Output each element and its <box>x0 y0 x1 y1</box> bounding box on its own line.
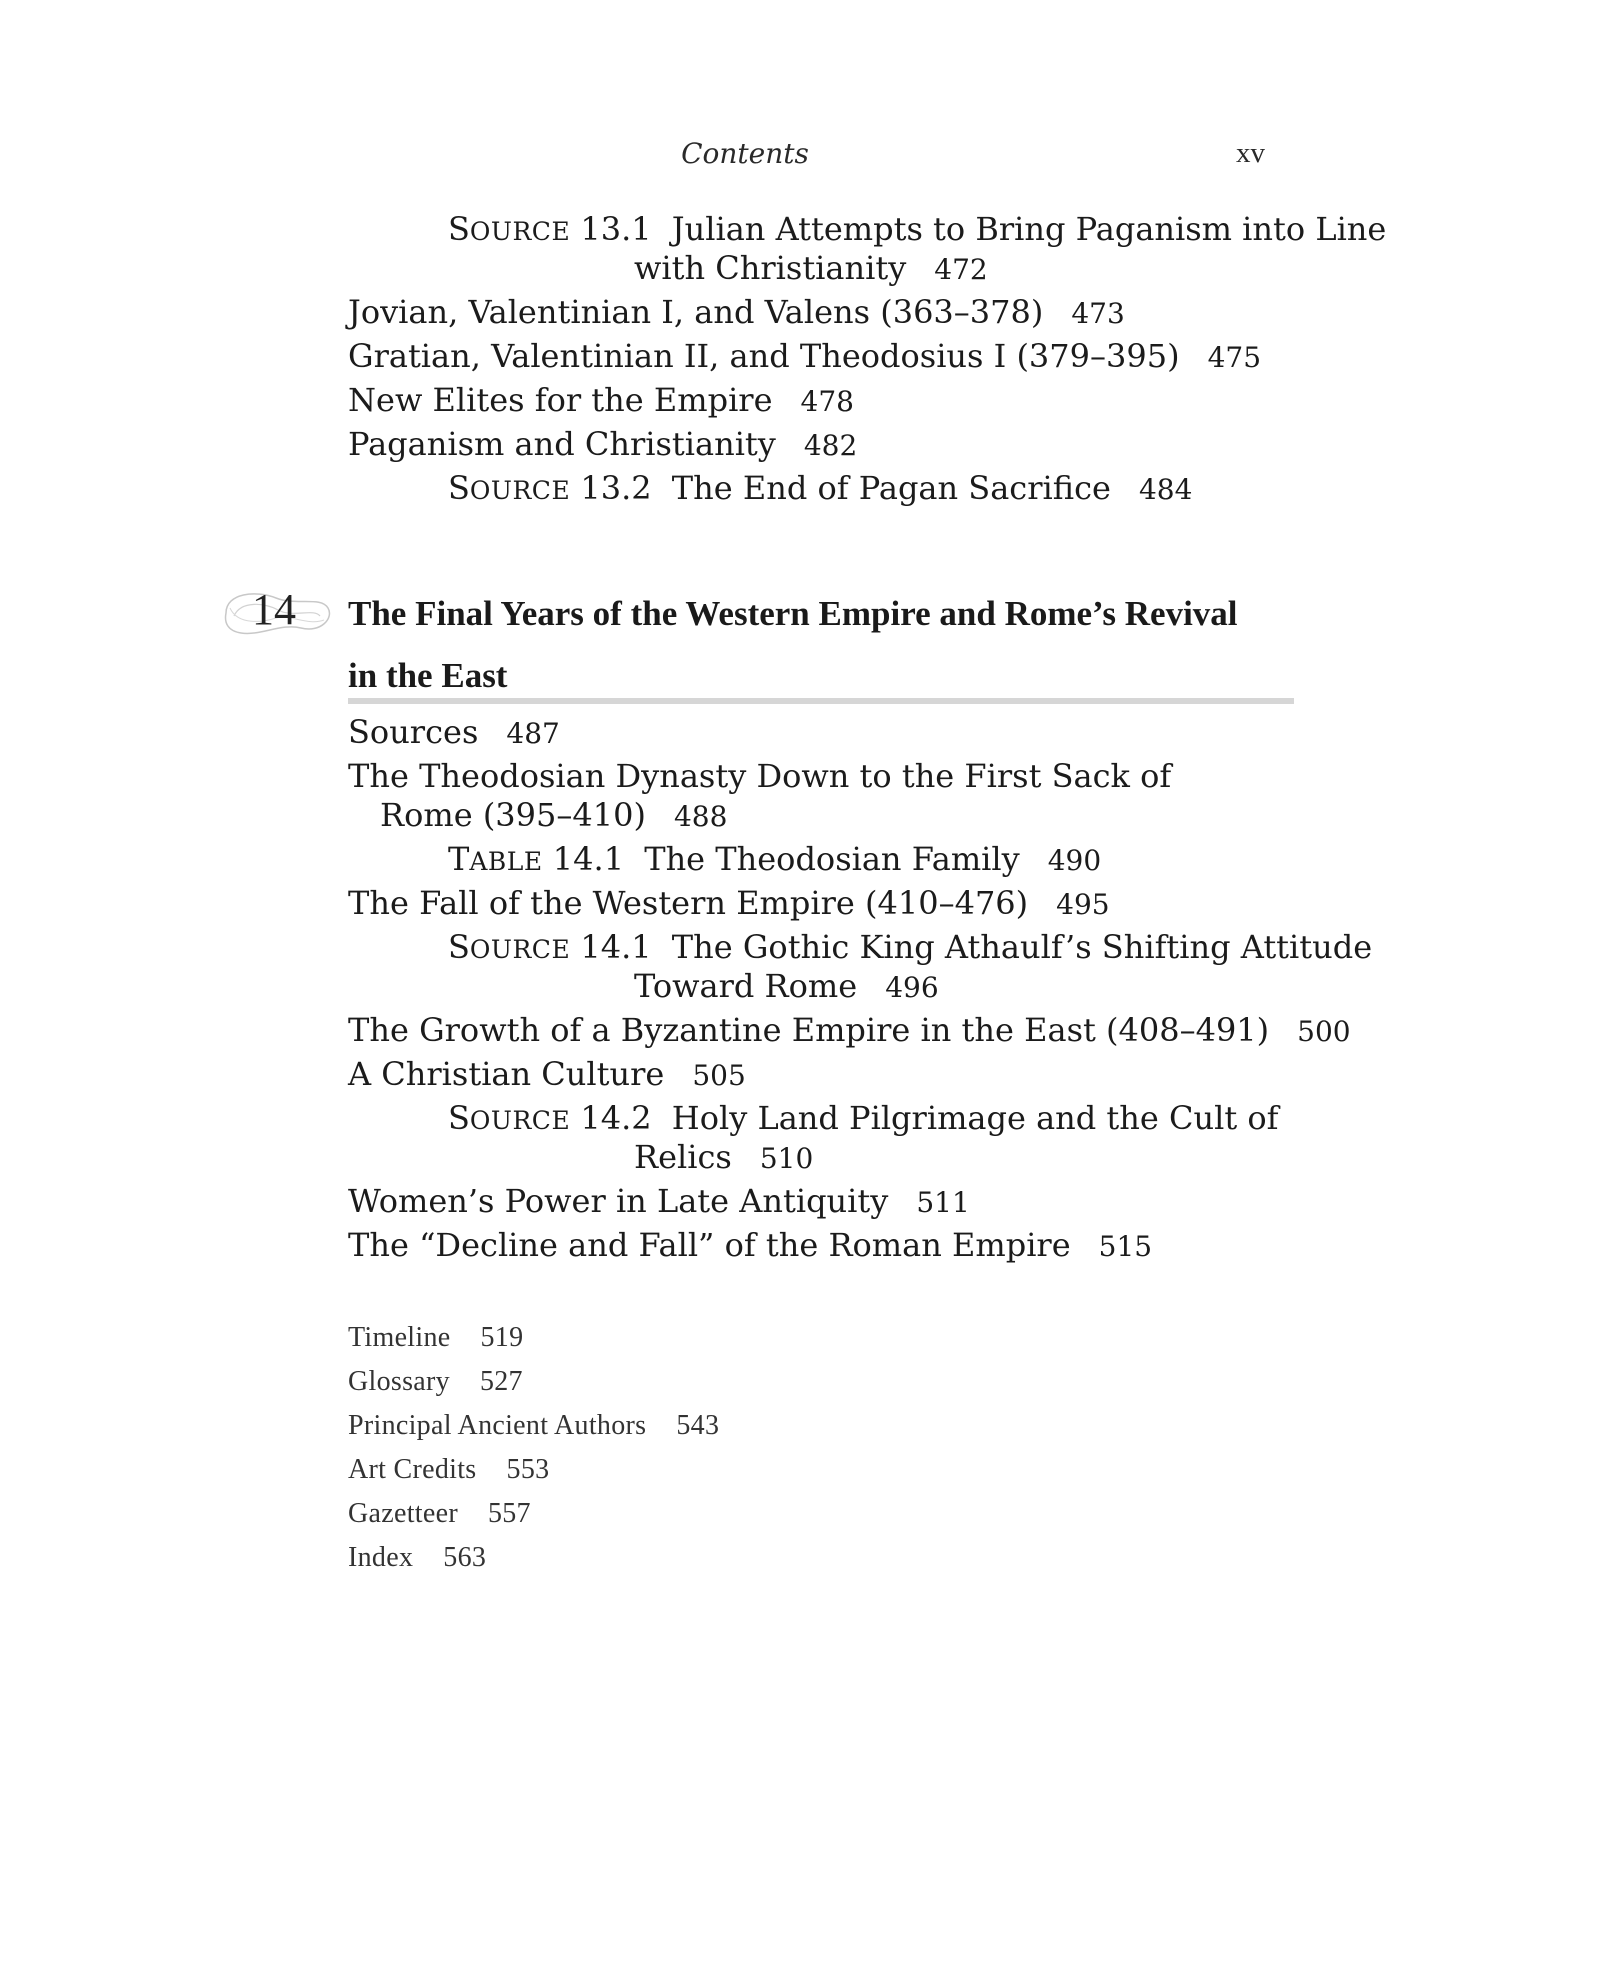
page-ref: 527 <box>479 1366 523 1397</box>
toc-source-13-1-cont[interactable] <box>634 248 988 290</box>
back-item-title: Gazetteer <box>348 1498 458 1529</box>
page-ref: 519 <box>480 1322 524 1353</box>
back-item-glossary[interactable] <box>348 1366 523 1398</box>
toc-item-title: The Fall of the Western Empire (410–476) <box>348 884 1029 922</box>
toc-item-christian-culture[interactable] <box>348 1054 746 1096</box>
page-ref: 496 <box>885 971 939 1004</box>
page-ref: 505 <box>692 1059 746 1092</box>
back-item-timeline[interactable] <box>348 1322 523 1354</box>
page-ref: 490 <box>1047 844 1102 877</box>
source-label: SOURCE 14.1 <box>448 928 652 966</box>
toc-item-title: Women’s Power in Late Antiquity <box>348 1182 889 1220</box>
source-title-cont: Relics <box>634 1138 732 1176</box>
back-item-title: Principal Ancient Authors <box>348 1410 647 1441</box>
toc-item-title: A Christian Culture <box>348 1055 665 1093</box>
toc-item-paganism[interactable] <box>348 424 857 466</box>
toc-item-title: Jovian, Valentinian I, and Valens (363–378) <box>348 293 1044 331</box>
toc-item-byzantine[interactable] <box>348 1010 1351 1052</box>
toc-item-decline-fall[interactable] <box>348 1225 1152 1267</box>
toc-item-sources[interactable] <box>348 712 560 754</box>
page-ref: 478 <box>800 385 854 418</box>
toc-item-new-elites[interactable] <box>348 380 854 422</box>
table-label: TABLE 14.1 <box>448 840 625 878</box>
page-ref: 515 <box>1098 1230 1153 1263</box>
toc-source-13-2[interactable] <box>448 468 1192 511</box>
toc-source-14-2[interactable] <box>448 1098 1278 1141</box>
page-ref: 511 <box>916 1186 970 1219</box>
chapter-title-line: in the East <box>348 656 508 695</box>
toc-item-title-cont: Rome (395–410) <box>380 796 646 834</box>
toc-item-fall-west[interactable] <box>348 883 1110 925</box>
chapter-number-ornament <box>216 578 336 648</box>
toc-item-jovian[interactable] <box>348 292 1125 334</box>
toc-item-title: The Theodosian Dynasty Down to the First Sack of <box>348 757 1172 795</box>
page-ref: 488 <box>673 800 728 833</box>
table-title: The Theodosian Family <box>644 840 1020 878</box>
source-title-cont: Toward Rome <box>634 967 858 1005</box>
back-item-title: Timeline <box>348 1322 451 1353</box>
back-item-gazetteer[interactable] <box>348 1498 531 1530</box>
toc-table-14-1[interactable] <box>448 839 1101 882</box>
source-label: SOURCE 14.2 <box>448 1099 652 1137</box>
running-title: Contents <box>681 137 809 170</box>
toc-item-womens-power[interactable] <box>348 1181 970 1223</box>
back-item-title: Art Credits <box>348 1454 477 1485</box>
chapter-divider <box>348 698 1294 704</box>
toc-source-14-1[interactable] <box>448 927 1372 970</box>
page-ref: 472 <box>934 253 988 286</box>
toc-source-14-2-cont[interactable] <box>634 1137 813 1179</box>
toc-source-14-1-cont[interactable] <box>634 966 939 1008</box>
chapter-title[interactable] <box>348 583 1298 707</box>
page-number: xv <box>1236 137 1265 169</box>
toc-item-title: Paganism and Christianity <box>348 425 776 463</box>
page-ref: 487 <box>506 717 560 750</box>
toc-source-13-1[interactable] <box>448 209 1386 252</box>
page-ref: 543 <box>676 1410 720 1441</box>
back-item-art-credits[interactable] <box>348 1454 549 1486</box>
page-ref: 510 <box>759 1142 814 1175</box>
source-label: SOURCE 13.2 <box>448 469 652 507</box>
toc-item-gratian[interactable] <box>348 336 1261 378</box>
page-ref: 495 <box>1056 888 1110 921</box>
page-ref: 482 <box>803 429 858 462</box>
page-ref: 500 <box>1297 1015 1351 1048</box>
toc-item-theodosian-cont[interactable] <box>380 795 727 837</box>
source-title: Holy Land Pilgrimage and the Cult of <box>671 1099 1279 1137</box>
page-ref: 473 <box>1071 297 1125 330</box>
source-label: SOURCE 13.1 <box>448 210 652 248</box>
source-title-cont: with Christianity <box>634 249 907 287</box>
back-item-title: Glossary <box>348 1366 450 1397</box>
toc-item-theodosian[interactable] <box>348 756 1171 796</box>
page-ref: 557 <box>487 1498 531 1529</box>
page-ref: 475 <box>1207 341 1262 374</box>
page-ref: 484 <box>1138 473 1193 506</box>
running-head <box>0 137 1600 177</box>
page-ref: 553 <box>506 1454 550 1485</box>
chapter-title-line: The Final Years of the Western Empire and Rome’s Revival <box>348 594 1238 633</box>
source-title: Julian Attempts to Bring Paganism into Line <box>671 210 1387 248</box>
toc-item-title: New Elites for the Empire <box>348 381 773 419</box>
chapter-number: 14 <box>252 585 296 634</box>
toc-item-title: Gratian, Valentinian II, and Theodosius I (379–395) <box>348 337 1180 375</box>
source-title: The End of Pagan Sacrifice <box>671 469 1111 507</box>
page-ref: 563 <box>443 1542 487 1573</box>
toc-item-title: The Growth of a Byzantine Empire in the East (408–491) <box>348 1011 1270 1049</box>
back-item-authors[interactable] <box>348 1410 719 1442</box>
source-title: The Gothic King Athaulf’s Shifting Attitude <box>671 928 1373 966</box>
back-item-index[interactable] <box>348 1542 486 1574</box>
toc-item-title: The “Decline and Fall” of the Roman Empire <box>348 1226 1071 1264</box>
back-item-title: Index <box>348 1542 414 1573</box>
toc-item-title: Sources <box>348 713 479 751</box>
